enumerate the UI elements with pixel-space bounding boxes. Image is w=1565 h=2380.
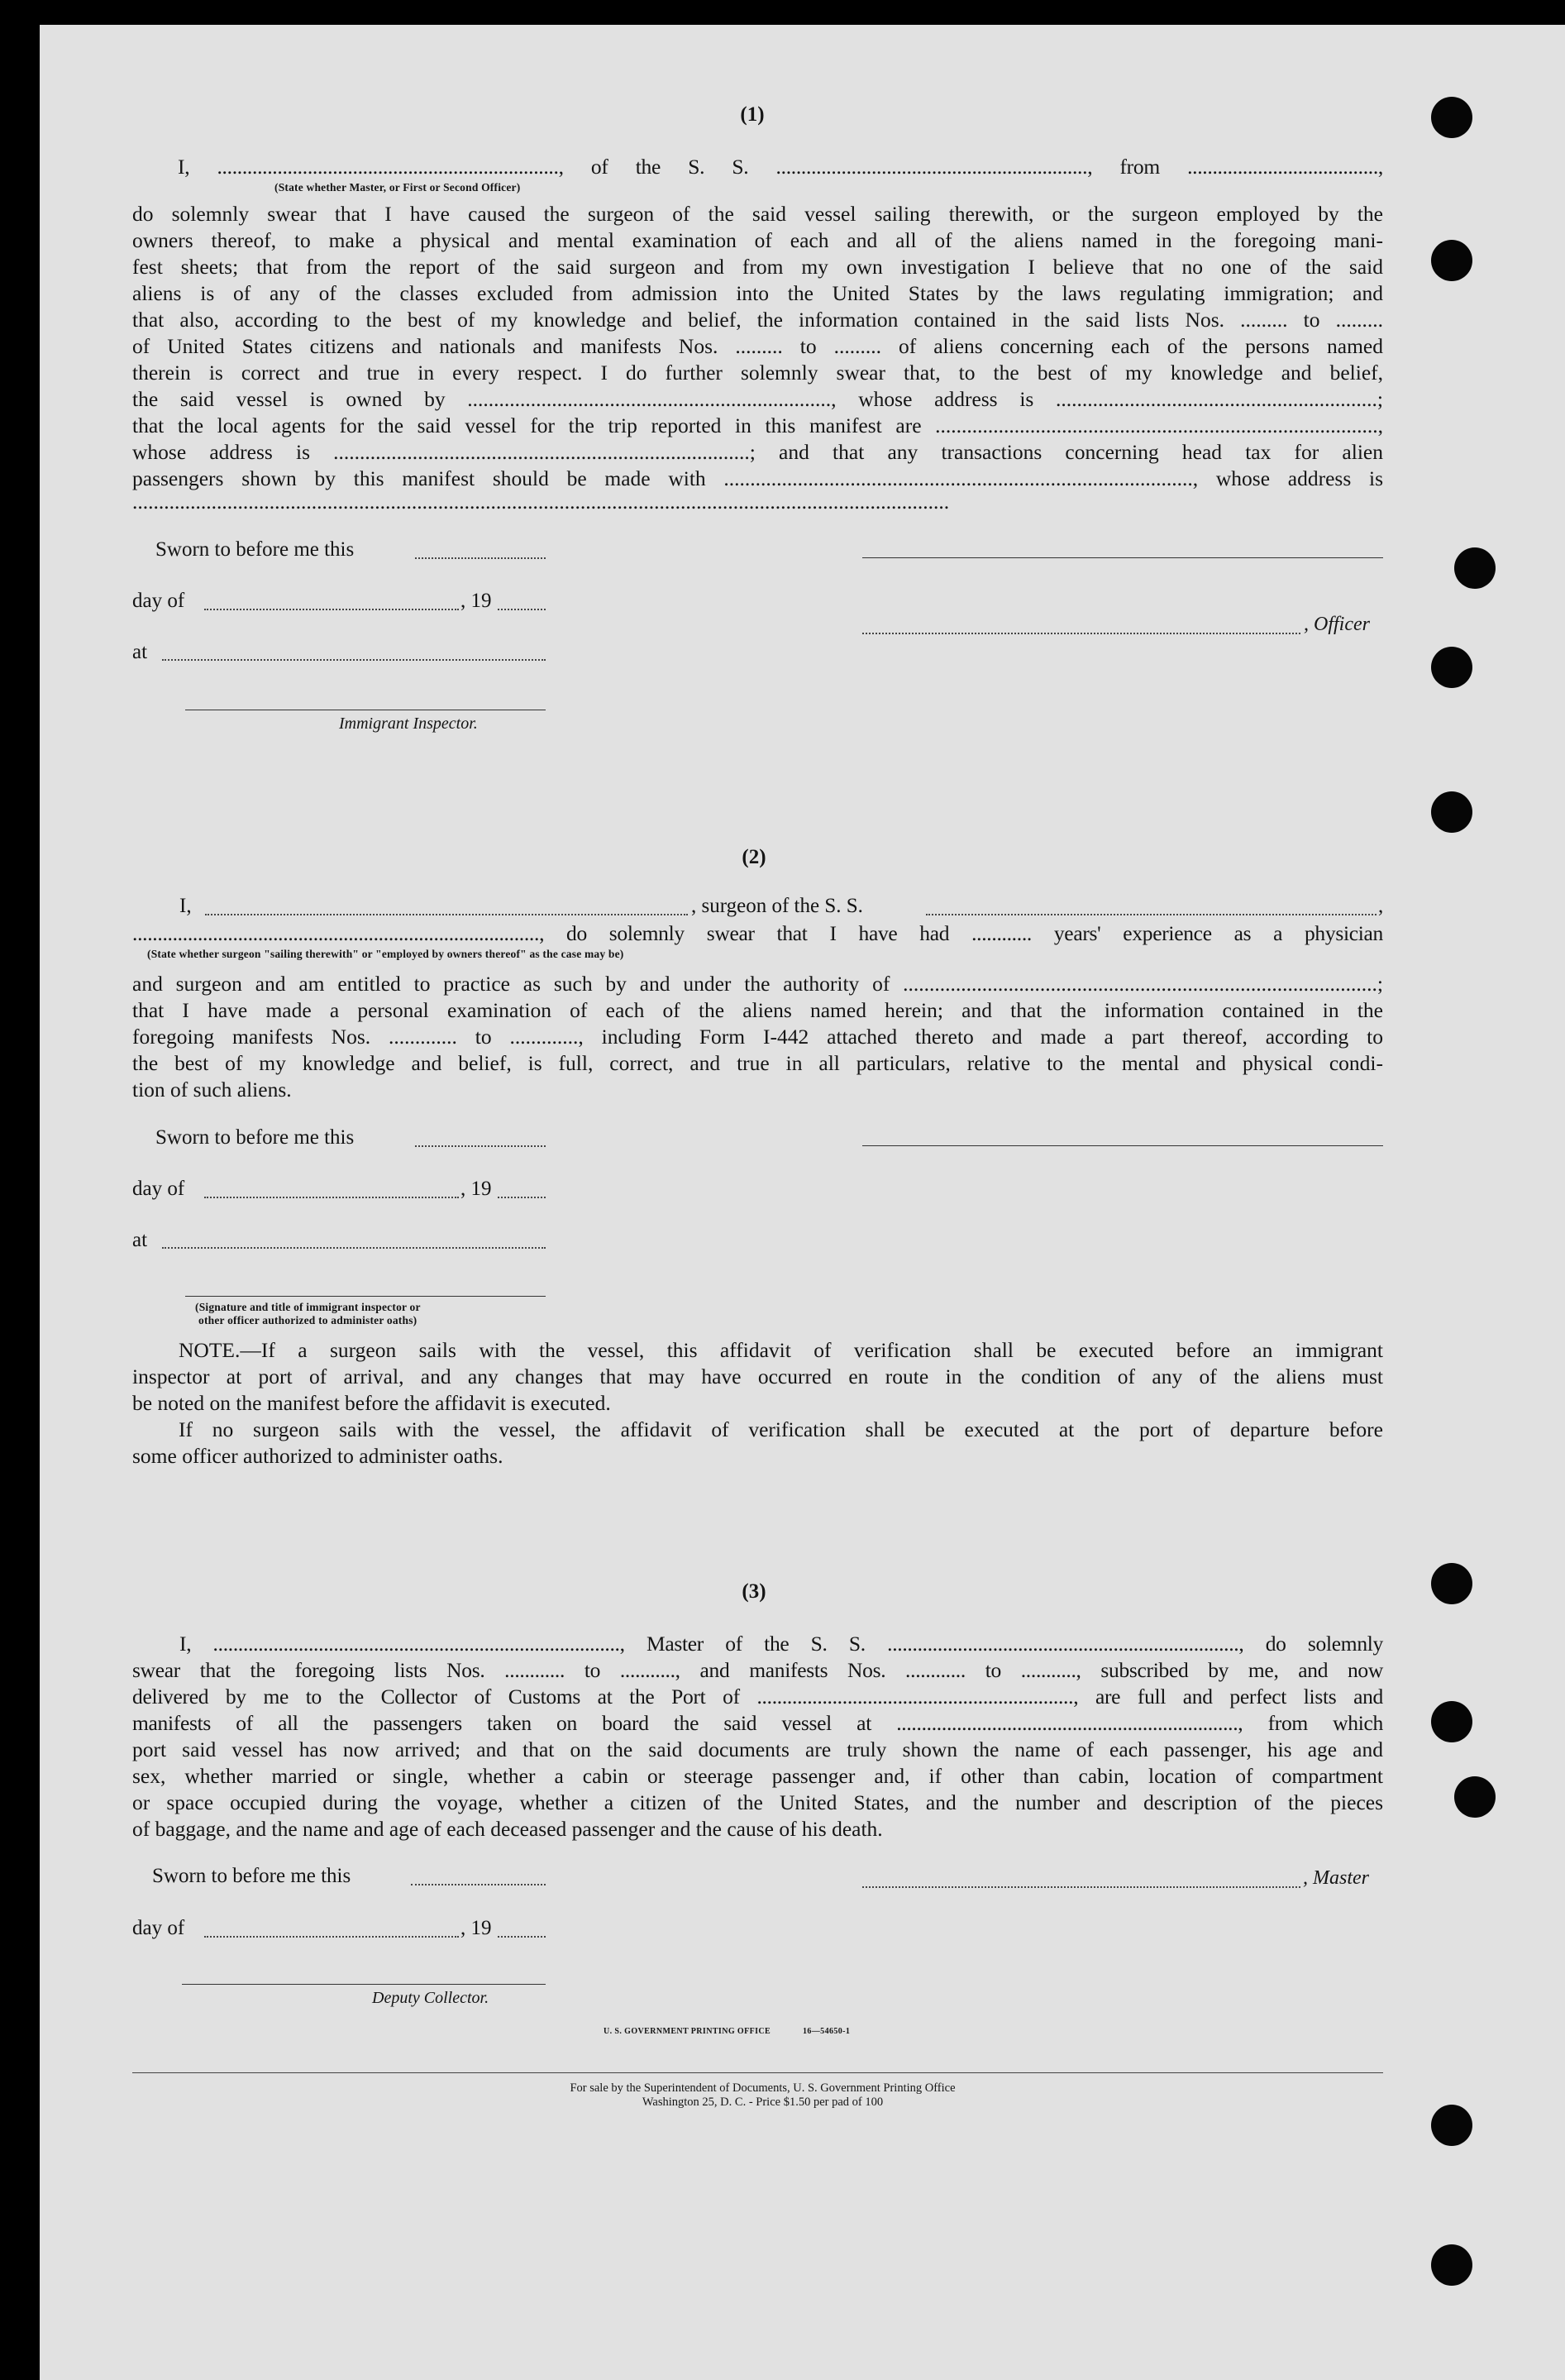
paragraph-line: owners thereof, to make a physical and mental examination of each and all of the aliens named in the foregoing mani- <box>132 228 1383 252</box>
paragraph-line: ........................................................................................................................................................... <box>132 490 950 514</box>
paragraph-line: fest sheets; that from the report of the said surgeon and from my own investigation I believe that no one of the said <box>132 255 1383 279</box>
sworn-label: Sworn to before me this <box>152 1865 351 1887</box>
note-line: If no surgeon sails with the vessel, the affidavit of verification shall be executed at the port of departure before <box>179 1417 1383 1441</box>
inspector-caption: Immigrant Inspector. <box>339 714 478 733</box>
year-field <box>498 1936 546 1938</box>
paragraph-line: aliens is of any of the classes excluded from admission into the United States by the laws regulating immigration; and <box>132 281 1383 305</box>
section-number: (3) <box>742 1580 766 1603</box>
at-field <box>162 659 546 661</box>
sale-line: Washington 25, D. C. - Price $1.50 per pad of 100 <box>642 2096 884 2109</box>
oath-line-surgeon: ................................................................................., do solemnly swear that I have had ............ years' experience as a physician <box>132 921 1383 945</box>
at-label: at <box>132 1229 148 1251</box>
surgeon-name-field <box>205 914 688 915</box>
oath-label-i: I, <box>179 895 192 917</box>
section-number: (1) <box>740 103 765 126</box>
surgeon-signature-line <box>862 1145 1383 1146</box>
paragraph-line: the best of my knowledge and belief, is full, correct, and true in all particulars, relative to the mental and physical condi- <box>132 1051 1383 1075</box>
punch-hole-icon <box>1431 791 1472 833</box>
inspector-signature-line <box>185 1296 546 1297</box>
punch-hole-icon <box>1431 240 1472 281</box>
form-number: 16—54650-1 <box>802 2027 851 2036</box>
paragraph-line: therein is correct and true in every respect. I do further solemnly swear that, to the best of my knowledge and belief, <box>132 361 1383 385</box>
oath-line-officer: I, ...................................................................., of the S. S. .............................................................., from ......................................, <box>178 155 1383 179</box>
signature-caption: other officer authorized to administer oaths) <box>198 1314 417 1326</box>
punch-hole-icon <box>1431 2105 1472 2146</box>
day-label: day of <box>132 590 185 612</box>
master-label: , Master <box>1303 1867 1369 1889</box>
year-field <box>498 609 546 610</box>
year-field <box>498 1197 546 1198</box>
day-field <box>204 1936 459 1938</box>
paragraph-line: that also, according to the best of my knowledge and belief, the information contained in the said lists Nos. ......... to ......... <box>132 308 1383 332</box>
paragraph-line: of United States citizens and nationals and manifests Nos. ......... to ......... of aliens concerning each of the persons named <box>132 334 1383 358</box>
collector-signature-line <box>182 1984 546 1985</box>
paragraph-line: sex, whether married or single, whether a cabin or steerage passenger and, if other than cabin, location of compartment <box>132 1764 1383 1788</box>
year-prefix: , 19 <box>460 590 492 612</box>
at-field <box>162 1247 546 1249</box>
punch-hole-icon <box>1431 647 1472 688</box>
officer-label: , Officer <box>1304 614 1370 635</box>
master-signature-line <box>862 1886 1300 1888</box>
paragraph-line: do solemnly swear that I have caused the surgeon of the said vessel sailing therewith, or the surgeon employed by the <box>132 202 1383 226</box>
paragraph-line: of baggage, and the name and age of each deceased passenger and the cause of his death. <box>132 1817 883 1841</box>
year-prefix: , 19 <box>460 1917 492 1939</box>
sworn-date-field <box>415 557 546 559</box>
section-number: (2) <box>742 846 766 868</box>
punch-hole-icon <box>1454 547 1496 589</box>
punch-hole-icon <box>1431 1701 1472 1742</box>
punch-hole-icon <box>1431 1563 1472 1604</box>
paragraph-line: manifests of all the passengers taken on board the said vessel at ...................................................................., from which <box>132 1711 1383 1735</box>
note-line: inspector at port of arrival, and any changes that may have occurred en route in the condition of any of the aliens must <box>132 1364 1383 1388</box>
printing-office-imprint <box>604 2027 850 2036</box>
sworn-date-field <box>411 1884 546 1885</box>
punch-hole-icon <box>1454 1776 1496 1818</box>
note-line: some officer authorized to administer oaths. <box>132 1444 503 1468</box>
sworn-label: Sworn to before me this <box>155 538 355 561</box>
paragraph-line: swear that the foregoing lists Nos. ............ to ..........., and manifests Nos. ............ to ..........., subscribed by me, and now <box>132 1658 1383 1682</box>
footer-divider <box>132 2072 1383 2073</box>
paragraph-line: or space occupied during the voyage, whether a citizen of the United States, and the number and description of the pieces <box>132 1790 1383 1814</box>
paragraph-line: tion of such aliens. <box>132 1078 292 1102</box>
paragraph-line: passengers shown by this manifest should be made with ........................................................................................., whose address is <box>132 466 1383 490</box>
signature-caption: (Signature and title of immigrant inspector or <box>195 1301 421 1313</box>
paragraph-line: whose address is ...............................................................................; and that any transactions concerning head tax for alien <box>132 440 1383 464</box>
officer-title-line <box>862 633 1300 634</box>
day-label: day of <box>132 1917 185 1939</box>
paragraph-line: port said vessel has now arrived; and that on the said documents are truly shown the name of each passenger, his age and <box>132 1737 1383 1761</box>
punch-hole-icon <box>1431 97 1472 138</box>
paragraph-line: that the local agents for the said vessel for the trip reported in this manifest are ...................................................................................., <box>132 413 1383 437</box>
note-line: NOTE.—If a surgeon sails with the vessel, this affidavit of verification shall be executed before an immigrant <box>179 1338 1383 1362</box>
vessel-name-field <box>926 914 1377 915</box>
note-line: be noted on the manifest before the affidavit is executed. <box>132 1391 611 1415</box>
sale-line: For sale by the Superintendent of Documents, U. S. Government Printing Office <box>570 2081 956 2095</box>
field-caption: (State whether surgeon "sailing therewith" or "employed by owners thereof" as the case may be) <box>147 948 624 960</box>
day-label: day of <box>132 1178 185 1200</box>
day-field <box>204 1197 459 1198</box>
year-prefix: , 19 <box>460 1178 492 1200</box>
sale-notice <box>0 2081 1525 2110</box>
paragraph-line: that I have made a personal examination of each of the aliens named herein; and that the information contained in the <box>132 998 1383 1022</box>
surgeon-ss-label: , surgeon of the S. S. <box>691 895 863 917</box>
sworn-date-field <box>415 1145 546 1147</box>
field-caption: (State whether Master, or First or Second Officer) <box>274 181 521 194</box>
punch-hole-icon <box>1431 2244 1472 2286</box>
paragraph-line: delivered by me to the Collector of Customs at the Port of ..............................................................., are full and perfect lists and <box>132 1685 1383 1709</box>
officer-signature-line <box>862 557 1383 558</box>
paragraph-line: and surgeon and am entitled to practice as such by and under the authority of ..........................................................................................; <box>132 972 1383 996</box>
punct: , <box>1378 895 1384 917</box>
sworn-label: Sworn to before me this <box>155 1126 355 1149</box>
collector-caption: Deputy Collector. <box>372 1989 489 2007</box>
day-field <box>204 609 459 610</box>
paragraph-line: I, ................................................................................., Master of the S. S. ......................................................................, do solemnly <box>179 1632 1383 1656</box>
paragraph-line: foregoing manifests Nos. ............. to ............., including Form I-442 attached thereto and made a part thereof, according to <box>132 1025 1383 1049</box>
paragraph-line: the said vessel is owned by ....................................................................., whose address is .............................................................; <box>132 387 1383 411</box>
at-label: at <box>132 641 148 663</box>
printing-office-label: U. S. GOVERNMENT PRINTING OFFICE <box>604 2027 771 2036</box>
